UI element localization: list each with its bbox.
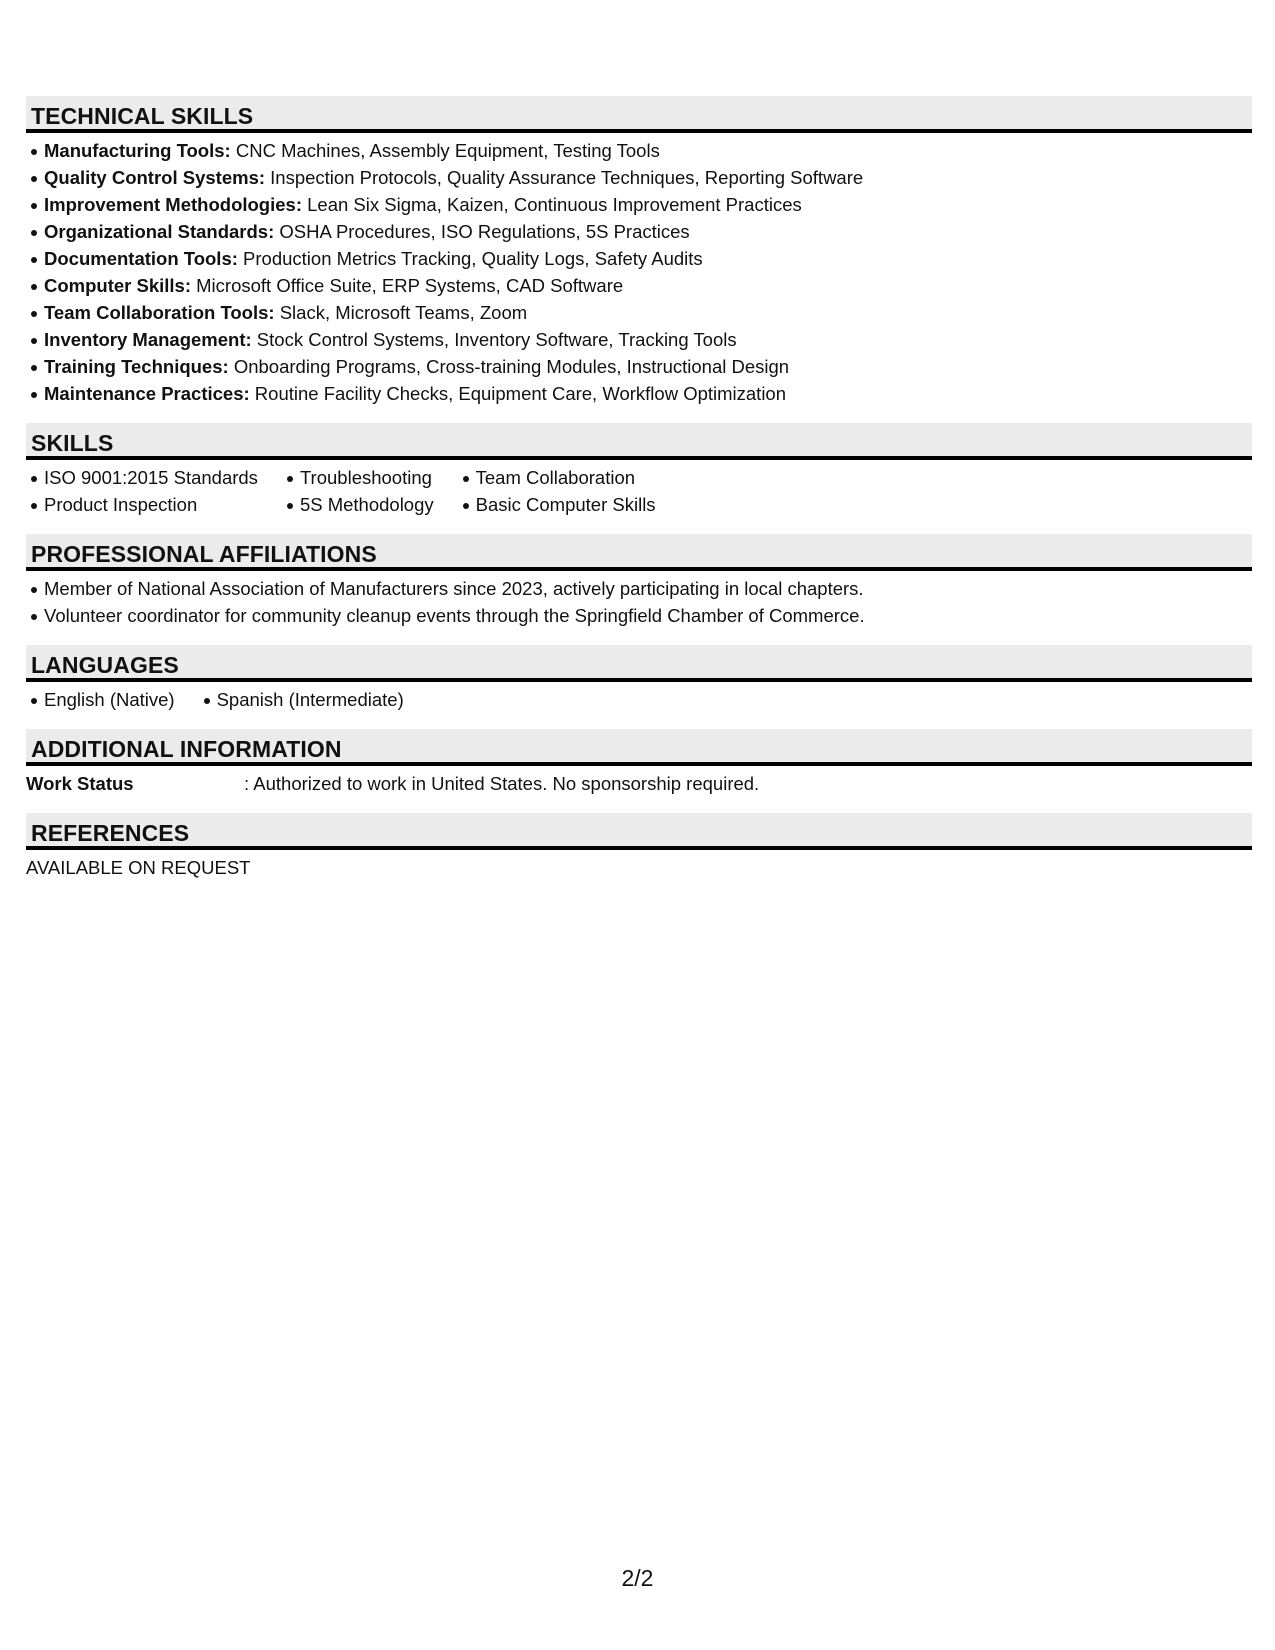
list-item: English (Native) xyxy=(26,686,175,713)
skills-heading: SKILLS xyxy=(26,423,1252,460)
list-item xyxy=(26,191,1252,218)
list-item xyxy=(26,137,1252,164)
skill-details: Stock Control Systems, Inventory Software, Tracking Tools xyxy=(251,329,737,350)
skills-grid xyxy=(26,464,1252,518)
list-item: Team Collaboration xyxy=(458,464,656,491)
references-heading: REFERENCES xyxy=(26,813,1252,850)
skill-category: Training Techniques: xyxy=(44,356,229,377)
skill-category: Organizational Standards: xyxy=(44,221,275,242)
skill-category: Documentation Tools: xyxy=(44,248,238,269)
list-item: Member of National Association of Manufacturers since 2023, actively participating in local chapters. xyxy=(26,575,1252,602)
list-item: Volunteer coordinator for community cleanup events through the Springfield Chamber of Commerce. xyxy=(26,602,1252,629)
page-number: 2/2 xyxy=(621,1565,654,1591)
skill-category: Improvement Methodologies: xyxy=(44,194,302,215)
resume-page xyxy=(26,96,1252,897)
list-item xyxy=(26,380,1252,407)
affiliations-section xyxy=(26,534,1252,629)
list-item: Spanish (Intermediate) xyxy=(199,686,404,713)
skill-details: Onboarding Programs, Cross-training Modules, Instructional Design xyxy=(228,356,790,377)
skills-column xyxy=(282,464,434,518)
additional-info-section xyxy=(26,729,1252,797)
skill-category: Manufacturing Tools: xyxy=(44,140,231,161)
skill-category: Computer Skills: xyxy=(44,275,191,296)
references-section xyxy=(26,813,1252,881)
work-status-label: Work Status xyxy=(26,773,134,794)
affiliations-heading: PROFESSIONAL AFFILIATIONS xyxy=(26,534,1252,571)
technical-skills-list xyxy=(26,137,1252,407)
skill-details: Lean Six Sigma, Kaizen, Continuous Improvement Practices xyxy=(302,194,802,215)
list-item: Basic Computer Skills xyxy=(458,491,656,518)
technical-skills-section xyxy=(26,96,1252,407)
skills-section xyxy=(26,423,1252,518)
list-item xyxy=(26,299,1252,326)
languages-section xyxy=(26,645,1252,713)
additional-info-heading: ADDITIONAL INFORMATION xyxy=(26,729,1252,766)
skill-details: Microsoft Office Suite, ERP Systems, CAD Software xyxy=(191,275,624,296)
languages-list xyxy=(26,686,1252,713)
affiliations-list xyxy=(26,575,1252,629)
list-item xyxy=(26,164,1252,191)
references-text: AVAILABLE ON REQUEST xyxy=(26,857,251,878)
skill-details: Routine Facility Checks, Equipment Care, Workflow Optimization xyxy=(249,383,787,404)
technical-skills-heading: TECHNICAL SKILLS xyxy=(26,96,1252,133)
skills-column xyxy=(26,464,258,518)
list-item xyxy=(26,218,1252,245)
skill-category: Inventory Management: xyxy=(44,329,252,350)
list-item: Product Inspection xyxy=(26,491,258,518)
skill-details: Production Metrics Tracking, Quality Logs, Safety Audits xyxy=(237,248,703,269)
skill-category: Maintenance Practices: xyxy=(44,383,250,404)
list-item: Troubleshooting xyxy=(282,464,434,491)
skill-details: Inspection Protocols, Quality Assurance Techniques, Reporting Software xyxy=(265,167,864,188)
list-item: 5S Methodology xyxy=(282,491,434,518)
skill-details: CNC Machines, Assembly Equipment, Testing Tools xyxy=(230,140,660,161)
skills-column xyxy=(458,464,656,518)
work-status-value: : Authorized to work in United States. No sponsorship required. xyxy=(244,773,760,794)
work-status-row xyxy=(26,770,1252,797)
list-item xyxy=(26,353,1252,380)
list-item: ISO 9001:2015 Standards xyxy=(26,464,258,491)
list-item xyxy=(26,272,1252,299)
languages-heading: LANGUAGES xyxy=(26,645,1252,682)
skill-category: Quality Control Systems: xyxy=(44,167,266,188)
skill-category: Team Collaboration Tools: xyxy=(44,302,275,323)
list-item xyxy=(26,245,1252,272)
skill-details: Slack, Microsoft Teams, Zoom xyxy=(274,302,528,323)
skill-details: OSHA Procedures, ISO Regulations, 5S Practices xyxy=(274,221,690,242)
list-item xyxy=(26,326,1252,353)
